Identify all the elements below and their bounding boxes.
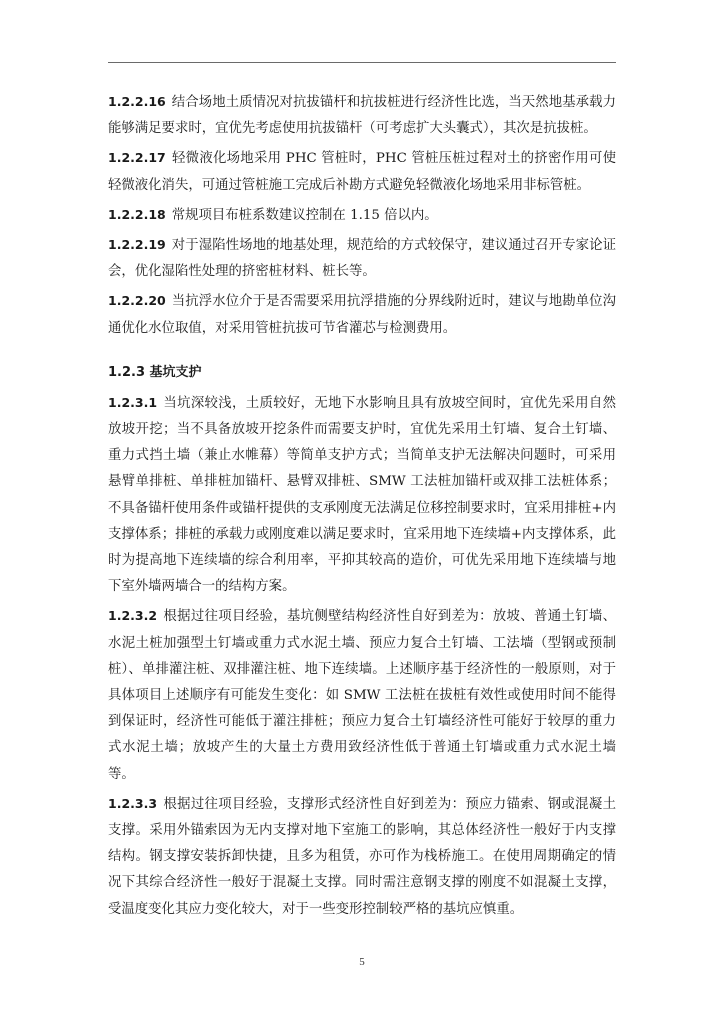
paragraph-1-2-2-17 [108, 145, 616, 198]
paragraph-1-2-3-2 [108, 603, 616, 787]
clause-number: 1.2.2.17 [108, 150, 166, 166]
clause-text: 当坑深较浅，土质较好，无地下水影响且具有放坡空间时，宜优先采用自然放坡开挖；当不具备放坡开挖条件而需要支护时，宜优先采用土钉墙、复合土钉墙、重力式挡土墙（兼止水帷幕）等简单支护方式；当简单支护无法解决问题时，可采用悬臂单排桩、单排桩加锚杆、悬臂双排桩、SMW 工法桩加锚杆或双排工法桩体系；不具备锚杆使用条件或锚杆提供的支承刚度无法满足位移控制要求时，宜采用排桩+内支撑体系；排桩的承载力或刚度难以满足要求时，宜采用地下连续墙+内支撑体系，此时为提高地下连续墙的综合利用率，平抑其较高的造价，可优先采用地下连续墙与地下室外墙两墙合一的结构方案。 [108, 395, 616, 595]
clause-number: 1.2.2.19 [108, 237, 166, 253]
paragraph-1-2-2-20 [108, 288, 616, 341]
paragraph-1-2-3-1 [108, 390, 616, 601]
clause-text: 轻微液化场地采用 PHC 管桩时，PHC 管桩压桩过程对土的挤密作用可使轻微液化消失，可通过管桩施工完成后补勘方式避免轻微液化场地采用非标管桩。 [108, 151, 616, 193]
paragraph-1-2-2-16 [108, 89, 616, 142]
clause-number: 1.2.2.16 [108, 94, 166, 109]
header-rule [108, 62, 616, 63]
clause-text: 根据过往项目经验，基坑侧壁结构经济性自好到差为：放坡、普通土钉墙、水泥土桩加强型土钉墙或重力式水泥土墙、预应力复合土钉墙、工法墙（型钢或预制桩）、单排灌注桩、双排灌注桩、地下连续墙。上述顺序基于经济性的一般原则，对于具体项目上述顺序有可能发生变化：如 SMW 工法桩在拔桩有效性或使用时间不能得到保证时，经济性可能低于灌注排桩；预应力复合土钉墙经济性可能好于较厚的重力式水泥土墙；放坡产生的大量土方费用致经济性低于普通土钉墙或重力式水泥土墙等。 [108, 609, 616, 782]
clause-number: 1.2.3.1 [108, 394, 158, 410]
section-heading: 1.2.3 基坑支护 [108, 364, 202, 380]
paragraph-1-2-3-3 [108, 791, 616, 923]
clause-text: 对于湿陷性场地的地基处理，规范给的方式较保守，建议通过召开专家论证会，优化湿陷性处理的挤密桩材料、桩长等。 [108, 238, 616, 280]
document-body [108, 89, 616, 926]
clause-text: 根据过往项目经验，支撑形式经济性自好到差为：预应力锚索、钢或混凝土支撑。采用外锚索因为无内支撑对地下室施工的影响，其总体经济性一般好于内支撑结构。钢支撑安装拆卸快捷，且多为租赁，亦可作为栈桥施工。在使用周期确定的情况下其综合经济性一般好于混凝土支撑。同时需注意钢支撑的刚度不如混凝土支撑，受温度变化其应力变化较大，对于一些变形控制较严格的基坑应慎重。 [108, 796, 616, 917]
paragraph-1-2-2-18 [108, 202, 616, 229]
clause-number: 1.2.2.18 [108, 206, 166, 222]
clause-number: 1.2.3.2 [108, 608, 158, 624]
clause-text: 当抗浮水位介于是否需要采用抗浮措施的分界线附近时，建议与地勘单位沟通优化水位取值，对采用管桩抗拔可节省灌芯与检测费用。 [108, 294, 616, 336]
clause-number: 1.2.3.3 [108, 795, 158, 811]
page-number: 5 [359, 956, 365, 968]
clause-text: 常规项目布桩系数建议控制在 1.15 倍以内。 [171, 207, 438, 223]
paragraph-1-2-2-19 [108, 232, 616, 285]
clause-number: 1.2.2.20 [108, 293, 166, 309]
clause-text: 结合场地土质情况对抗拔锚杆和抗拔桩进行经济性比选，当天然地基承载力能够满足要求时，宜优先考虑使用抗拔锚杆（可考虑扩大头囊式），其次是抗拔桩。 [108, 95, 616, 137]
